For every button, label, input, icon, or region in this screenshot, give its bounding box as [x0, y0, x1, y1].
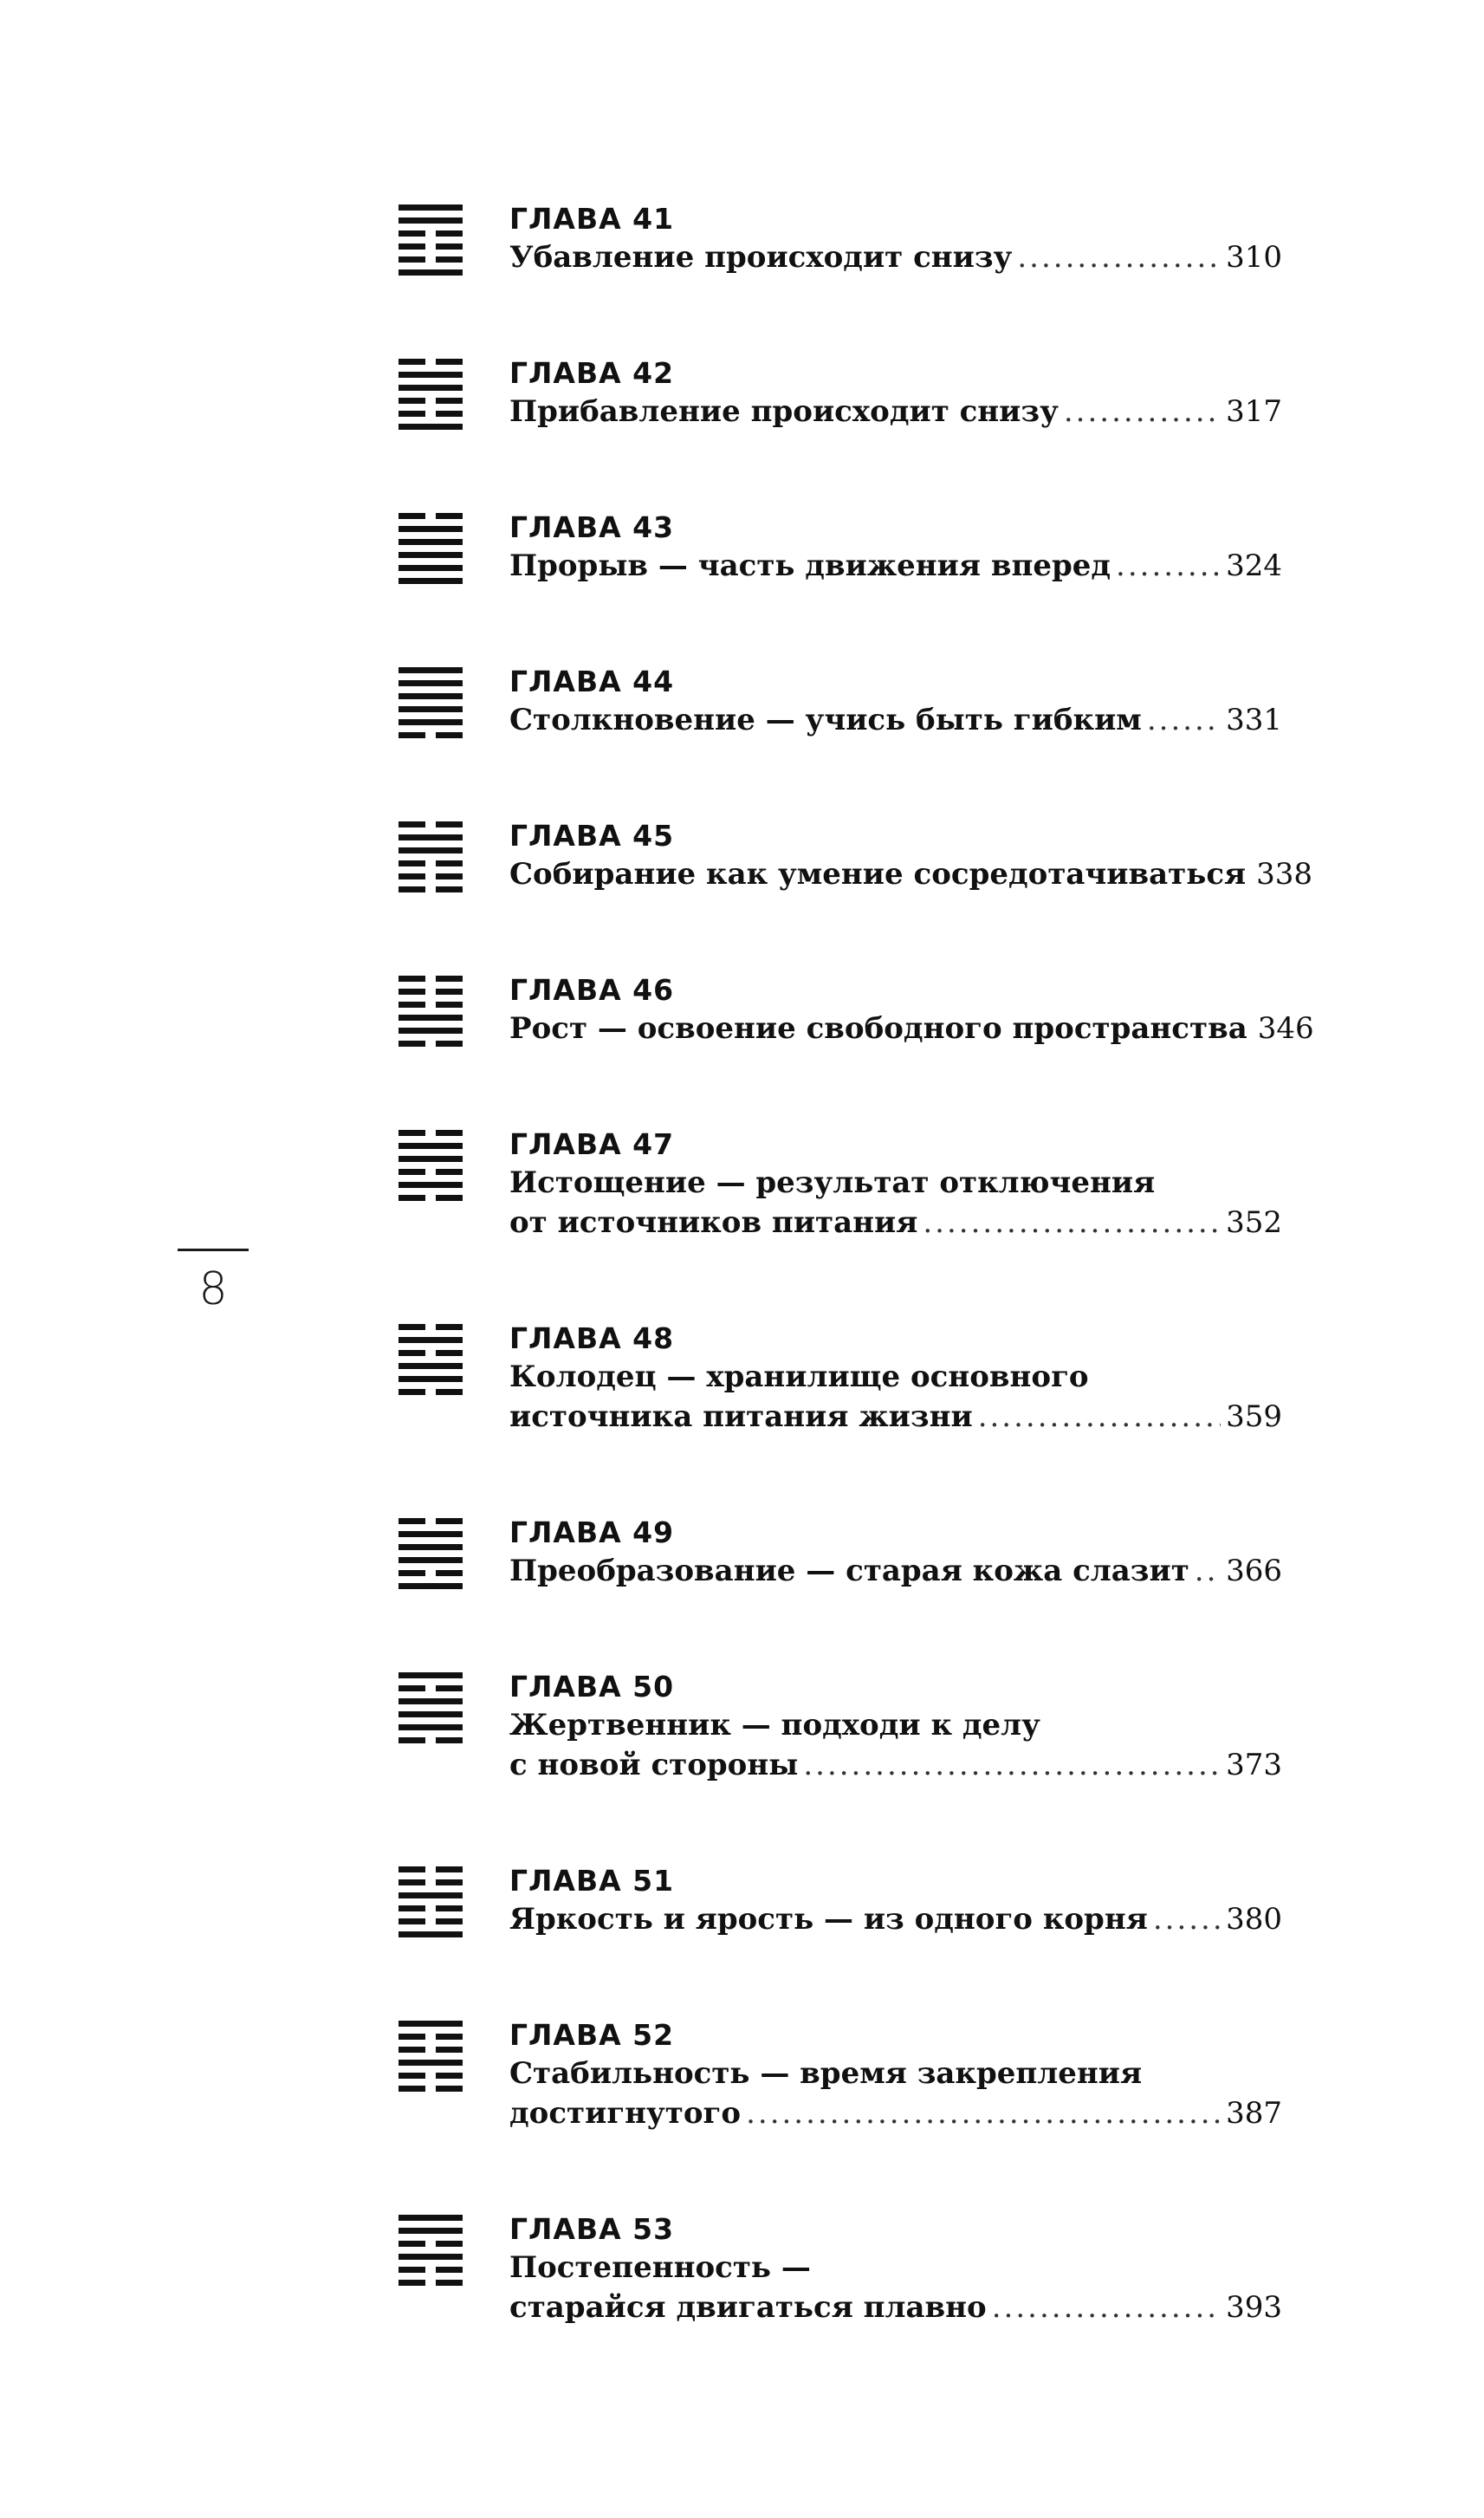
page-reference: 352 [1226, 1205, 1282, 1240]
hexagram-icon [399, 513, 463, 586]
page-reference: 366 [1226, 1554, 1282, 1588]
toc-entry[interactable] [399, 1863, 1282, 2002]
chapter-label: ГЛАВА 43 [509, 510, 675, 544]
hexagram-solid-line [399, 1337, 463, 1343]
chapter-title: Убавление происходит снизу [509, 240, 1013, 275]
hexagram-broken-line [399, 1002, 463, 1008]
hexagram-solid-line [399, 1544, 463, 1550]
chapter-title: достигнутого [509, 2096, 742, 2131]
chapter-title: Прибавление происходит снизу [509, 394, 1059, 429]
hexagram-broken-line [399, 2047, 463, 2053]
hexagram-broken-line [399, 989, 463, 995]
hexagram-icon [399, 359, 463, 432]
hexagram-icon [399, 821, 463, 894]
hexagram-broken-line [399, 1918, 463, 1924]
page-reference: 393 [1226, 2290, 1282, 2325]
page-reference: 317 [1226, 394, 1282, 429]
chapter-title-row [509, 1745, 1282, 1785]
toc-entry-text [509, 1126, 1282, 1243]
hexagram-solid-line [399, 385, 463, 391]
dot-leader [1017, 237, 1221, 277]
hexagram-solid-line [399, 706, 463, 712]
hexagram-solid-line [399, 1015, 463, 1021]
hexagram-broken-line [399, 2280, 463, 2286]
page-number: 8 [198, 1263, 228, 1315]
dot-leader [1153, 1899, 1221, 1939]
toc-entry-text [509, 1669, 1282, 1785]
hexagram-icon [399, 1866, 463, 1939]
hexagram-broken-line [399, 513, 463, 519]
chapter-label: ГЛАВА 49 [509, 1515, 675, 1549]
hexagram-broken-line [399, 1041, 463, 1047]
toc-entry-text [509, 2017, 1282, 2133]
dot-leader [992, 2288, 1221, 2327]
hexagram-solid-line [399, 1931, 463, 1937]
chapter-label: ГЛАВА 48 [509, 1321, 675, 1355]
chapter-title-row [509, 2288, 1282, 2327]
toc-entry[interactable] [399, 1515, 1282, 1653]
dot-leader [923, 1203, 1221, 1243]
toc-entry[interactable] [399, 972, 1314, 1111]
hexagram-solid-line [399, 578, 463, 584]
hexagram-solid-line [399, 2228, 463, 2234]
page-reference: 324 [1226, 548, 1282, 583]
hexagram-broken-line [399, 2241, 463, 2247]
hexagram-broken-line [399, 1685, 463, 1691]
hexagram-solid-line [399, 693, 463, 699]
chapter-title-row [509, 392, 1282, 432]
chapter-label: ГЛАВА 41 [509, 202, 675, 236]
hexagram-solid-line [399, 1672, 463, 1678]
toc-entry[interactable] [399, 664, 1282, 802]
hexagram-broken-line [399, 256, 463, 263]
dot-leader [746, 2093, 1221, 2133]
chapter-label: ГЛАВА 53 [509, 2212, 675, 2246]
toc-entry-text [509, 972, 1314, 1048]
chapter-label: ГЛАВА 47 [509, 1127, 675, 1161]
chapter-title-row [509, 1899, 1282, 1939]
hexagram-solid-line [399, 424, 463, 430]
page-number-block [178, 1249, 249, 1315]
toc-entry[interactable] [399, 1321, 1282, 1459]
hexagram-broken-line [399, 2267, 463, 2273]
hexagram-solid-line [399, 1531, 463, 1537]
hexagram-solid-line [399, 1698, 463, 1704]
chapter-title: с новой стороны [509, 1748, 799, 1782]
dot-leader [978, 1397, 1221, 1437]
hexagram-solid-line [399, 204, 463, 211]
hexagram-icon [399, 1324, 463, 1397]
hexagram-icon [399, 2021, 463, 2093]
chapter-label: ГЛАВА 45 [509, 819, 675, 853]
chapter-title-row [509, 546, 1282, 586]
hexagram-broken-line [399, 1350, 463, 1356]
hexagram-solid-line [399, 847, 463, 853]
toc-entry-text [509, 818, 1313, 894]
chapter-title-line: Истощение — результат отключения [509, 1165, 1156, 1200]
hexagram-broken-line [399, 359, 463, 365]
hexagram-solid-line [399, 2060, 463, 2066]
chapter-title: Яркость и ярость — из одного корня [509, 1902, 1148, 1937]
page-reference: 380 [1226, 1902, 1282, 1937]
hexagram-broken-line [399, 873, 463, 879]
hexagram-broken-line [399, 976, 463, 982]
hexagram-solid-line [399, 667, 463, 673]
hexagram-solid-line [399, 680, 463, 686]
hexagram-solid-line [399, 539, 463, 545]
chapter-label: ГЛАВА 44 [509, 665, 675, 698]
page-reference: 310 [1226, 240, 1282, 275]
chapter-label: ГЛАВА 52 [509, 2018, 675, 2052]
page-reference: 331 [1226, 703, 1282, 737]
hexagram-solid-line [399, 372, 463, 378]
dot-leader [1195, 1551, 1221, 1591]
hexagram-broken-line [399, 732, 463, 738]
chapter-title: Преобразование — старая кожа слазит [509, 1554, 1189, 1588]
page-reference: 373 [1226, 1748, 1282, 1782]
chapter-title-row [509, 1009, 1314, 1048]
hexagram-solid-line [399, 269, 463, 276]
hexagram-broken-line [399, 2086, 463, 2092]
chapter-title-row [509, 854, 1313, 894]
toc-entry-text [509, 509, 1282, 586]
toc-entry[interactable] [399, 818, 1313, 957]
chapter-title: старайся двигаться плавно [509, 2290, 987, 2325]
hexagram-solid-line [399, 834, 463, 840]
hexagram-solid-line [399, 1892, 463, 1898]
hexagram-broken-line [399, 230, 463, 237]
hexagram-solid-line [399, 1143, 463, 1149]
chapter-title-row [509, 2093, 1282, 2133]
hexagram-broken-line [399, 1570, 463, 1576]
hexagram-broken-line [399, 1737, 463, 1743]
page-number-rule [178, 1249, 249, 1251]
hexagram-icon [399, 1130, 463, 1203]
dot-leader [1116, 546, 1221, 586]
hexagram-solid-line [399, 2021, 463, 2027]
chapter-title-row [509, 1397, 1282, 1437]
chapter-title-line: Колодец — хранилище основного [509, 1360, 1089, 1394]
hexagram-broken-line [399, 1169, 463, 1175]
hexagram-broken-line [399, 2034, 463, 2040]
toc-entry[interactable] [399, 509, 1282, 648]
hexagram-broken-line [399, 886, 463, 892]
toc-entry-text [509, 1515, 1282, 1591]
hexagram-broken-line [399, 398, 463, 404]
chapter-title: от источников питания [509, 1205, 918, 1240]
hexagram-solid-line [399, 526, 463, 532]
hexagram-solid-line [399, 1376, 463, 1382]
chapter-title-row [509, 700, 1282, 740]
hexagram-broken-line [399, 2073, 463, 2079]
hexagram-icon [399, 2215, 463, 2288]
hexagram-broken-line [399, 1324, 463, 1330]
hexagram-solid-line [399, 2215, 463, 2221]
page-reference: 359 [1226, 1399, 1282, 1434]
toc-entry[interactable] [399, 1669, 1282, 1807]
chapter-title-line: Жертвенник — подходи к делу [509, 1708, 1040, 1742]
toc-entry-text [509, 201, 1282, 277]
hexagram-solid-line [399, 217, 463, 224]
hexagram-broken-line [399, 1195, 463, 1201]
chapter-title-line: Постепенность — [509, 2250, 811, 2285]
chapter-title: Собирание как умение сосредотачиваться [509, 857, 1247, 892]
hexagram-icon [399, 976, 463, 1048]
hexagram-broken-line [399, 1130, 463, 1136]
chapter-title-row [509, 1203, 1282, 1243]
toc-entry-text [509, 2211, 1282, 2327]
chapter-title-line: Стабильность — время закрепления [509, 2056, 1143, 2091]
toc-entry[interactable] [399, 2211, 1282, 2350]
toc-entry-text [509, 355, 1282, 432]
hexagram-solid-line [399, 1711, 463, 1717]
chapter-title-row [509, 237, 1282, 277]
chapter-title: Прорыв — часть движения вперед [509, 548, 1111, 583]
toc-entry-text [509, 1321, 1282, 1437]
hexagram-icon [399, 667, 463, 740]
hexagram-solid-line [399, 1156, 463, 1162]
chapter-title-row [509, 1551, 1282, 1591]
chapter-label: ГЛАВА 42 [509, 356, 675, 390]
hexagram-broken-line [399, 821, 463, 827]
hexagram-broken-line [399, 1905, 463, 1911]
toc-entry[interactable] [399, 355, 1282, 494]
hexagram-broken-line [399, 1518, 463, 1524]
hexagram-icon [399, 1672, 463, 1745]
hexagram-solid-line [399, 1028, 463, 1034]
toc-entry-text [509, 1863, 1282, 1939]
hexagram-icon [399, 1518, 463, 1591]
hexagram-solid-line [399, 719, 463, 725]
page-reference: 387 [1226, 2096, 1282, 2131]
chapter-label: ГЛАВА 50 [509, 1670, 675, 1704]
dot-leader [1064, 392, 1221, 432]
chapter-title: источника питания жизни [509, 1399, 973, 1434]
hexagram-solid-line [399, 552, 463, 558]
dot-leader [803, 1745, 1221, 1785]
toc-entry-text [509, 664, 1282, 740]
hexagram-broken-line [399, 1866, 463, 1872]
chapter-label: ГЛАВА 51 [509, 1864, 675, 1898]
page-reference: 338 [1256, 857, 1313, 892]
hexagram-solid-line [399, 1583, 463, 1589]
hexagram-solid-line [399, 1182, 463, 1188]
chapter-label: ГЛАВА 46 [509, 973, 675, 1007]
chapter-title: Рост — освоение свободного пространства [509, 1011, 1247, 1046]
toc-entry[interactable] [399, 201, 1282, 340]
hexagram-broken-line [399, 411, 463, 417]
hexagram-solid-line [399, 1724, 463, 1730]
hexagram-icon [399, 204, 463, 277]
chapter-title: Столкновение — учись быть гибким [509, 703, 1142, 737]
page-reference: 346 [1257, 1011, 1314, 1046]
hexagram-solid-line [399, 1557, 463, 1563]
hexagram-broken-line [399, 860, 463, 866]
hexagram-broken-line [399, 1389, 463, 1395]
hexagram-solid-line [399, 2254, 463, 2260]
hexagram-solid-line [399, 1363, 463, 1369]
hexagram-broken-line [399, 1879, 463, 1885]
toc-entry[interactable] [399, 1126, 1282, 1265]
dot-leader [1147, 700, 1221, 740]
toc-entry[interactable] [399, 2017, 1282, 2156]
hexagram-broken-line [399, 243, 463, 250]
hexagram-solid-line [399, 565, 463, 571]
